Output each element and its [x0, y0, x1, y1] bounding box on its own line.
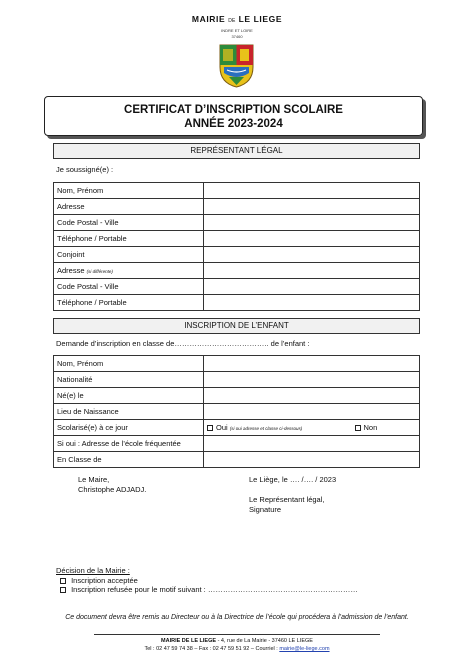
table-row — [54, 420, 420, 436]
current-class-field[interactable] — [204, 452, 420, 468]
decision-option-refused[interactable] — [56, 585, 358, 595]
spouse-postcode-city-field[interactable] — [204, 279, 420, 295]
undersigned-label: Je soussigné(e) : — [56, 165, 114, 174]
header-de-text: DE — [228, 18, 236, 24]
current-class-label: En Classe de — [54, 452, 204, 468]
decision-option-accepted[interactable] — [56, 576, 358, 586]
child-table — [53, 355, 420, 468]
spouse-address-field[interactable] — [204, 263, 420, 279]
representative-signature-block — [249, 475, 336, 515]
no-label: Non — [363, 423, 378, 432]
footer-contact — [0, 646, 474, 652]
table-row — [54, 215, 420, 231]
document-title: CERTIFICAT D’INSCRIPTION SCOLAIRE — [124, 104, 343, 116]
phone-field[interactable] — [204, 231, 420, 247]
postcode-city-field[interactable] — [204, 215, 420, 231]
table-row — [54, 436, 420, 452]
header-town-name: LE LIEGE — [238, 14, 283, 24]
table-row — [54, 247, 420, 263]
document-title-box — [44, 96, 423, 136]
header-subtitle — [0, 28, 474, 40]
spouse-phone-label: Téléphone / Portable — [54, 295, 204, 311]
birth-place-label: Lieu de Naissance — [54, 404, 204, 420]
table-row — [54, 199, 420, 215]
town-hall-header — [0, 14, 474, 24]
birth-date-field[interactable] — [204, 388, 420, 404]
address-field[interactable] — [204, 199, 420, 215]
date-line: Le Liège, le …. /…. / 2023 — [249, 475, 337, 484]
current-school-label: Si oui : Adresse de l’école fréquentée — [54, 436, 204, 452]
mayor-name: Christophe ADJADJ. — [78, 485, 147, 494]
nationality-label: Nationalité — [54, 372, 204, 388]
birth-date-label: Né(e) le — [54, 388, 204, 404]
spouse-address-label: Adresse — [57, 266, 85, 275]
table-row — [54, 231, 420, 247]
table-row — [54, 279, 420, 295]
footer-email-link[interactable]: mairie@le-liege.com — [279, 646, 330, 652]
address-label: Adresse — [54, 199, 204, 215]
section-heading-child-enrolment: INSCRIPTION DE L’ENFANT — [53, 318, 420, 334]
schooled-yes-cell[interactable] — [204, 420, 352, 436]
spouse-phone-field[interactable] — [204, 295, 420, 311]
mayor-title: Le Maire, — [78, 475, 110, 484]
no-checkbox[interactable] — [355, 425, 361, 431]
footer-address-text: - 4, rue de La Mairie - 37460 LE LIEGE — [216, 638, 313, 644]
legal-representative-table — [53, 182, 420, 311]
document-year: ANNÉE 2023-2024 — [184, 118, 283, 130]
child-name-field[interactable] — [204, 356, 420, 372]
postcode-city-label: Code Postal - Ville — [54, 215, 204, 231]
birth-place-field[interactable] — [204, 404, 420, 420]
table-row — [54, 263, 420, 279]
name-label: Nom, Prénom — [54, 183, 204, 199]
footnote: Ce document devra être remis au Directeur ou à la Directrice de l’école qui procédera à l’admission de l’enfant. — [65, 614, 409, 621]
yes-label: Oui — [216, 423, 228, 432]
header-postcode: 37460 — [231, 34, 243, 39]
table-row — [54, 356, 420, 372]
decision-title: Décision de la Mairie : — [56, 566, 130, 575]
coat-of-arms-icon — [218, 43, 255, 88]
name-field[interactable] — [204, 183, 420, 199]
refused-label: Inscription refusée pour le motif suivant : …………………………………………………… — [71, 585, 358, 594]
footer-contact-text: Tel : 02 47 59 74 38 – Fax : 02 47 59 51 92 – Courriel : — [144, 646, 280, 652]
footer-town-hall-name: MAIRIE DE LE LIEGE — [161, 638, 217, 644]
schooled-no-cell[interactable] — [352, 420, 420, 436]
signature-label: Signature — [249, 505, 282, 514]
class-request-text: Demande d’inscription en classe de……………………………….. de l’enfant : — [56, 339, 310, 348]
schooled-label: Scolarisé(e) à ce jour — [54, 420, 204, 436]
yes-note: (si oui adresse et classe ci-dessous) — [229, 426, 303, 431]
table-row — [54, 183, 420, 199]
header-department: INDRE ET LOIRE — [221, 28, 253, 33]
table-row — [54, 452, 420, 468]
spouse-label: Conjoint — [54, 247, 204, 263]
town-hall-decision — [56, 566, 358, 595]
footer-address — [0, 638, 474, 644]
if-different-note: (si différente) — [86, 269, 113, 274]
table-row — [54, 372, 420, 388]
refused-checkbox[interactable] — [60, 587, 66, 593]
spouse-address-label-cell — [54, 263, 204, 279]
section-heading-legal-representative: REPRÉSENTANT LÉGAL — [53, 143, 420, 159]
spouse-postcode-city-label: Code Postal - Ville — [54, 279, 204, 295]
mayor-signature-block — [78, 475, 146, 495]
child-name-label: Nom, Prénom — [54, 356, 204, 372]
phone-label: Téléphone / Portable — [54, 231, 204, 247]
representative-title: Le Représentant légal, — [249, 495, 325, 504]
table-row — [54, 295, 420, 311]
accepted-label: Inscription acceptée — [71, 575, 138, 585]
header-mairie-text: MAIRIE — [191, 14, 226, 24]
yes-checkbox[interactable] — [207, 425, 213, 431]
table-row — [54, 404, 420, 420]
nationality-field[interactable] — [204, 372, 420, 388]
accepted-checkbox[interactable] — [60, 578, 66, 584]
table-row — [54, 388, 420, 404]
current-school-field[interactable] — [204, 436, 420, 452]
footer-divider — [94, 634, 380, 635]
spouse-field[interactable] — [204, 247, 420, 263]
